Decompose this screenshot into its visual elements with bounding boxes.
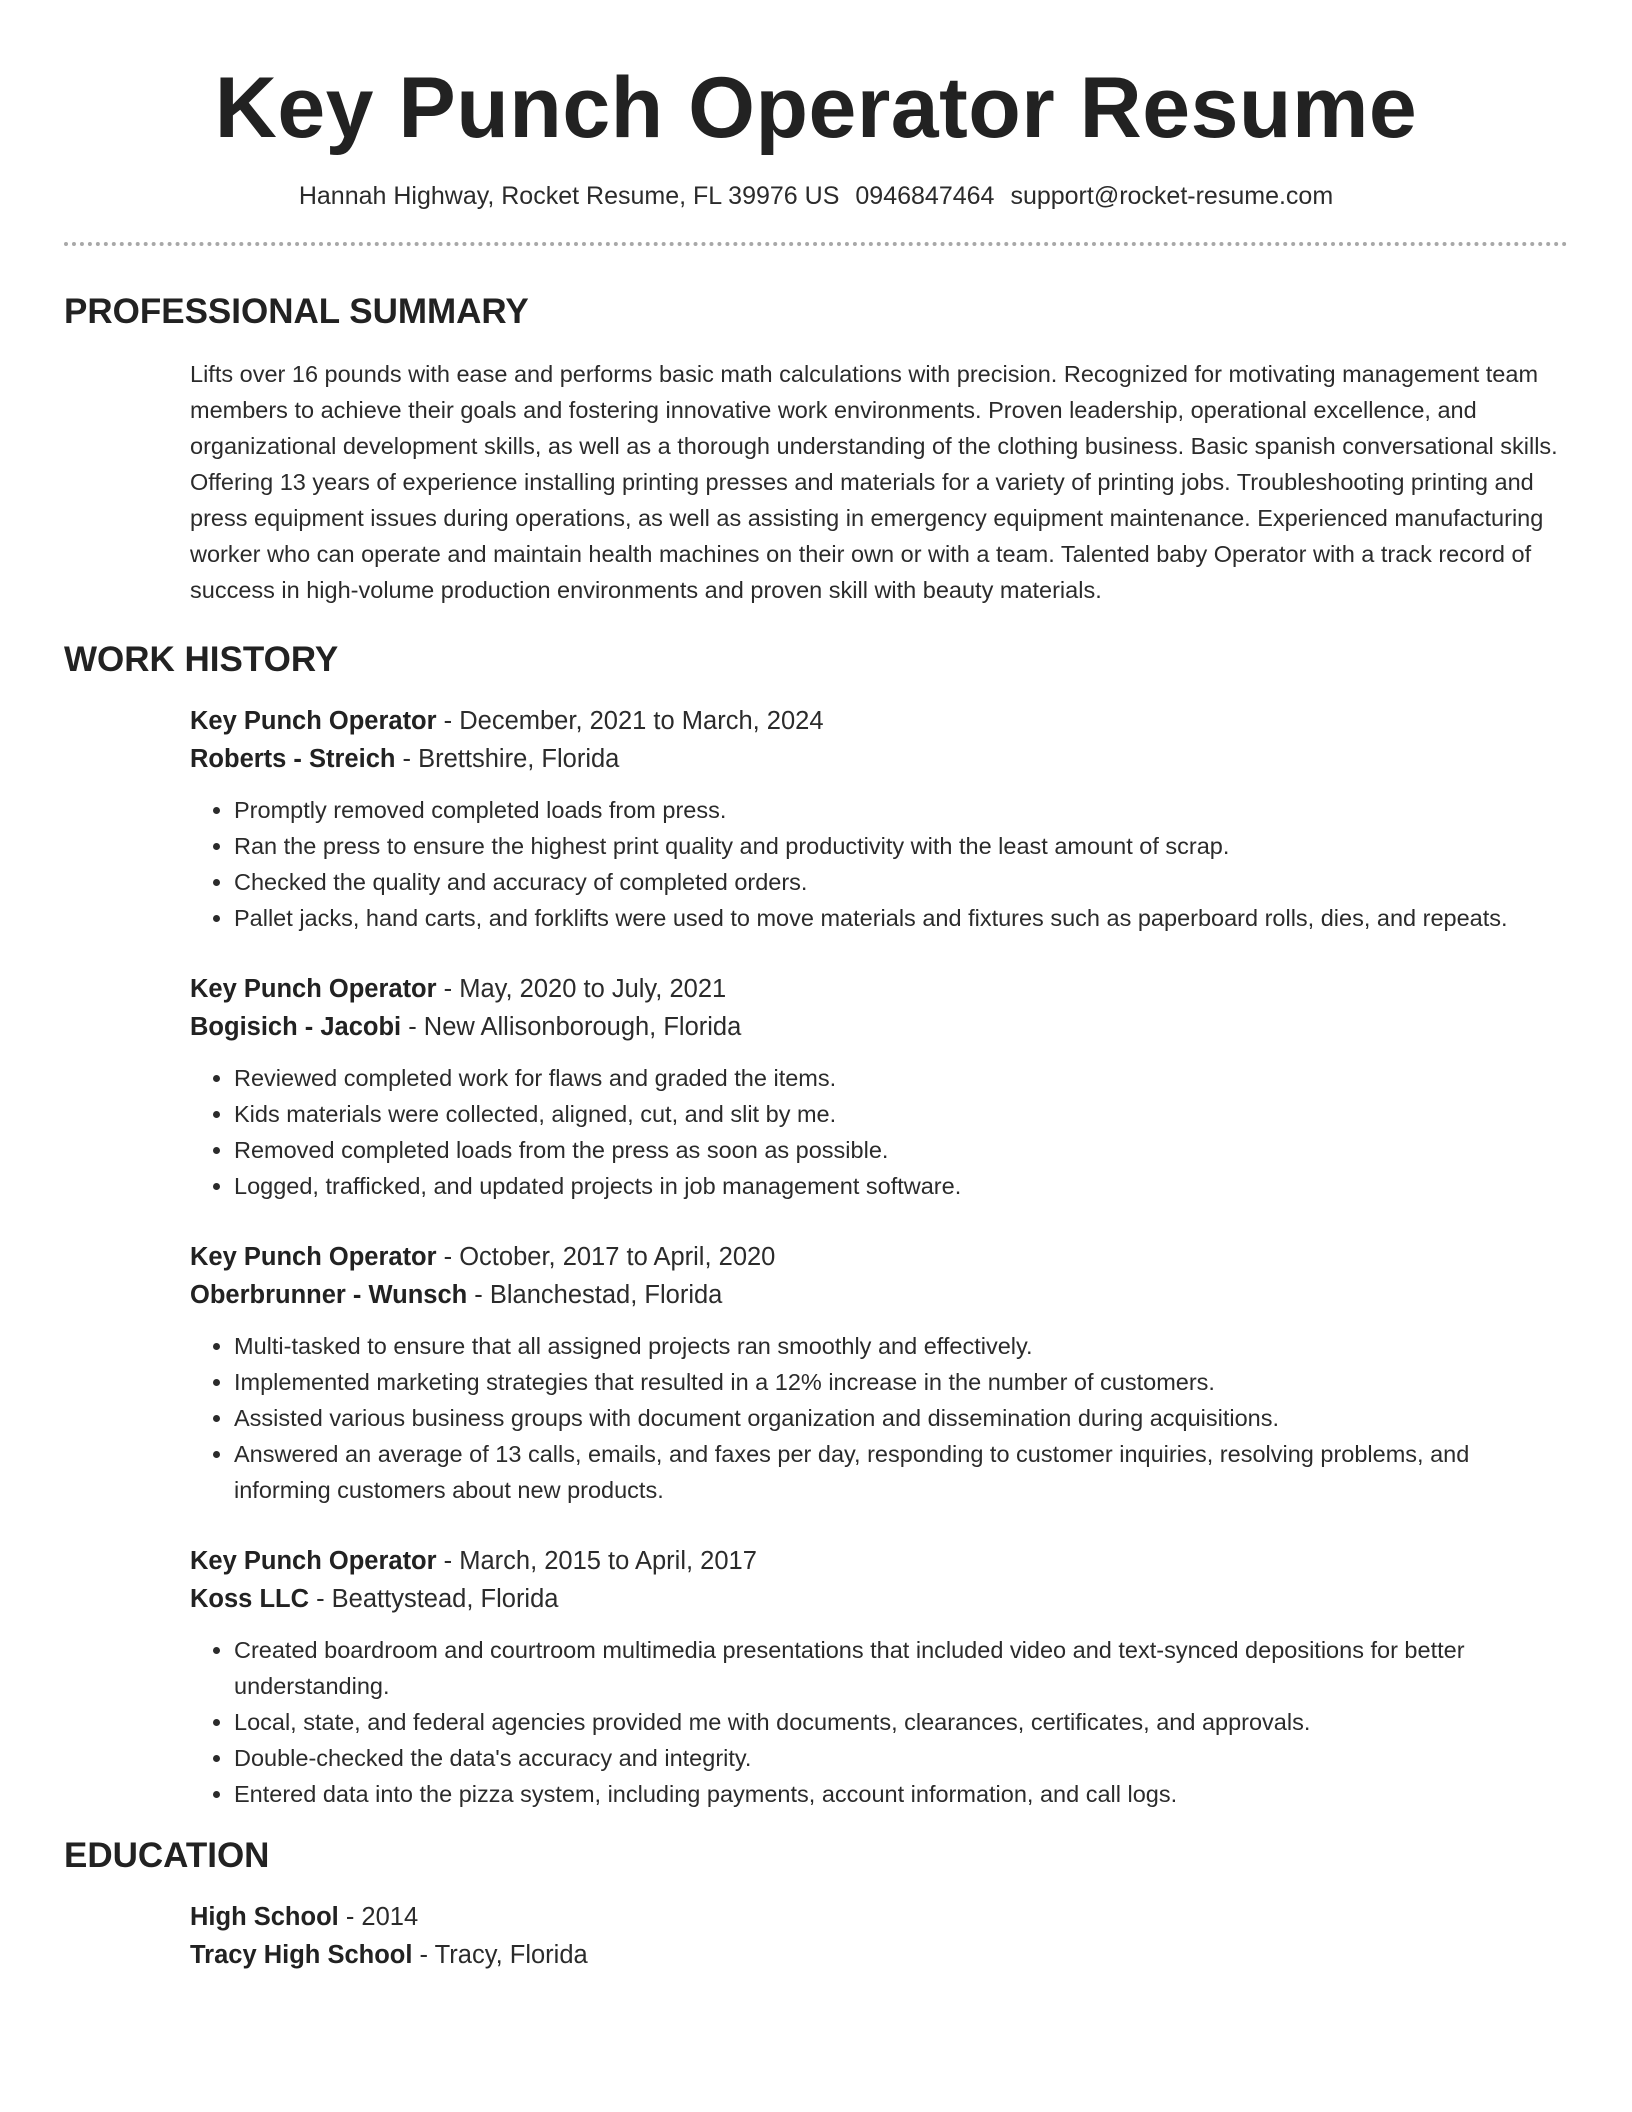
job-bullet: • Created boardroom and courtroom multimedia presentations that included video and text-synced depositions for better understanding. (234, 1632, 1568, 1704)
job-location: - Beattystead, Florida (309, 1585, 559, 1613)
job-dates: - December, 2021 to March, 2024 (436, 707, 824, 735)
job-entry (190, 970, 1568, 1204)
education-location: - Tracy, Florida (412, 1941, 588, 1969)
job-dates: - October, 2017 to April, 2020 (436, 1243, 776, 1271)
job-bullet: • Checked the quality and accuracy of completed orders. (234, 864, 1568, 900)
summary-text: Lifts over 16 pounds with ease and performs basic math calculations with precision. Recognized for motivating management team members to achieve their goals and fostering innovative work environments. Proven leadership, operational excellence, and organizational development skills, as well as a thorough understanding of the clothing business. Basic spanish conversational skills. Offering 13 years of experience installing printing presses and materials for a variety of printing jobs. Troubleshooting printing and press equipment issues during operations, as well as assisting in emergency equipment maintenance. Experienced manufacturing worker who can operate and maintain health machines on their own or with a team. Talented baby Operator with a track record of success in high-volume production environments and proven skill with beauty materials. (190, 361, 1558, 603)
job-bullet: • Removed completed loads from the press as soon as possible. (234, 1132, 1568, 1168)
job-location: - New Allisonborough, Florida (401, 1013, 742, 1041)
job-title-line (190, 1542, 1568, 1580)
job-title: Key Punch Operator (190, 707, 437, 735)
job-title: Key Punch Operator (190, 1547, 437, 1575)
education-year: - 2014 (338, 1903, 419, 1931)
contact-address: Hannah Highway, Rocket Resume, FL 39976 US (298, 182, 840, 210)
job-bullet: • Kids materials were collected, aligned, cut, and slit by me. (234, 1096, 1568, 1132)
contact-email[interactable]: support@rocket-resume.com (1010, 182, 1334, 210)
job-bullet: • Assisted various business groups with document organization and dissemination during acquisitions. (234, 1400, 1568, 1436)
education-entry (190, 1898, 1568, 1974)
job-company: Roberts - Streich (190, 745, 396, 773)
job-company: Oberbrunner - Wunsch (190, 1281, 468, 1309)
job-entry (190, 702, 1568, 936)
job-company-line (190, 1580, 1568, 1618)
job-company-line (190, 1008, 1568, 1046)
job-company: Bogisich - Jacobi (190, 1013, 402, 1041)
job-title: Key Punch Operator (190, 1243, 437, 1271)
work-history-heading: WORK HISTORY (64, 640, 339, 679)
job-bullet: • Local, state, and federal agencies provided me with documents, clearances, certificates, and approvals. (234, 1704, 1568, 1740)
job-title-line (190, 702, 1568, 740)
job-bullets (190, 1328, 1568, 1508)
summary-heading: PROFESSIONAL SUMMARY (64, 292, 529, 331)
job-bullet: • Implemented marketing strategies that resulted in a 12% increase in the number of customers. (234, 1364, 1568, 1400)
job-bullet: • Logged, trafficked, and updated projects in job management software. (234, 1168, 1568, 1204)
job-bullet: • Entered data into the pizza system, including payments, account information, and call logs. (234, 1776, 1568, 1812)
job-bullet: • Promptly removed completed loads from press. (234, 792, 1568, 828)
job-company-line (190, 740, 1568, 778)
education-heading: EDUCATION (64, 1836, 270, 1875)
job-title-line (190, 1238, 1568, 1276)
job-location: - Blanchestad, Florida (467, 1281, 723, 1309)
job-dates: - May, 2020 to July, 2021 (436, 975, 727, 1003)
job-bullet: • Reviewed completed work for flaws and graded the items. (234, 1060, 1568, 1096)
job-bullet: • Multi-tasked to ensure that all assigned projects ran smoothly and effectively. (234, 1328, 1568, 1364)
contact-line (64, 180, 1568, 212)
job-title-line (190, 970, 1568, 1008)
education-degree-line (190, 1898, 1568, 1936)
job-bullet: • Answered an average of 13 calls, emails, and faxes per day, responding to customer inquiries, resolving problems, and informing customers about new products. (234, 1436, 1568, 1508)
job-company: Koss LLC (190, 1585, 310, 1613)
job-company-line (190, 1276, 1568, 1314)
job-dates: - March, 2015 to April, 2017 (436, 1547, 757, 1575)
job-entry (190, 1542, 1568, 1812)
education-degree: High School (190, 1903, 339, 1931)
contact-phone: 0946847464 (855, 182, 995, 210)
job-title: Key Punch Operator (190, 975, 437, 1003)
education-school: Tracy High School (190, 1941, 413, 1969)
job-bullets (190, 792, 1568, 936)
job-entry (190, 1238, 1568, 1508)
job-bullets (190, 1632, 1568, 1812)
header-divider (64, 242, 1568, 246)
job-bullet: • Ran the press to ensure the highest print quality and productivity with the least amount of scrap. (234, 828, 1568, 864)
job-bullet: • Double-checked the data's accuracy and integrity. (234, 1740, 1568, 1776)
job-bullet: • Pallet jacks, hand carts, and forklifts were used to move materials and fixtures such as paperboard rolls, dies, and repeats. (234, 900, 1568, 936)
job-location: - Brettshire, Florida (395, 745, 620, 773)
job-bullets (190, 1060, 1568, 1204)
resume-page (64, 0, 1568, 1974)
education-school-line (190, 1936, 1568, 1974)
resume-title: Key Punch Operator Resume (214, 60, 1418, 156)
